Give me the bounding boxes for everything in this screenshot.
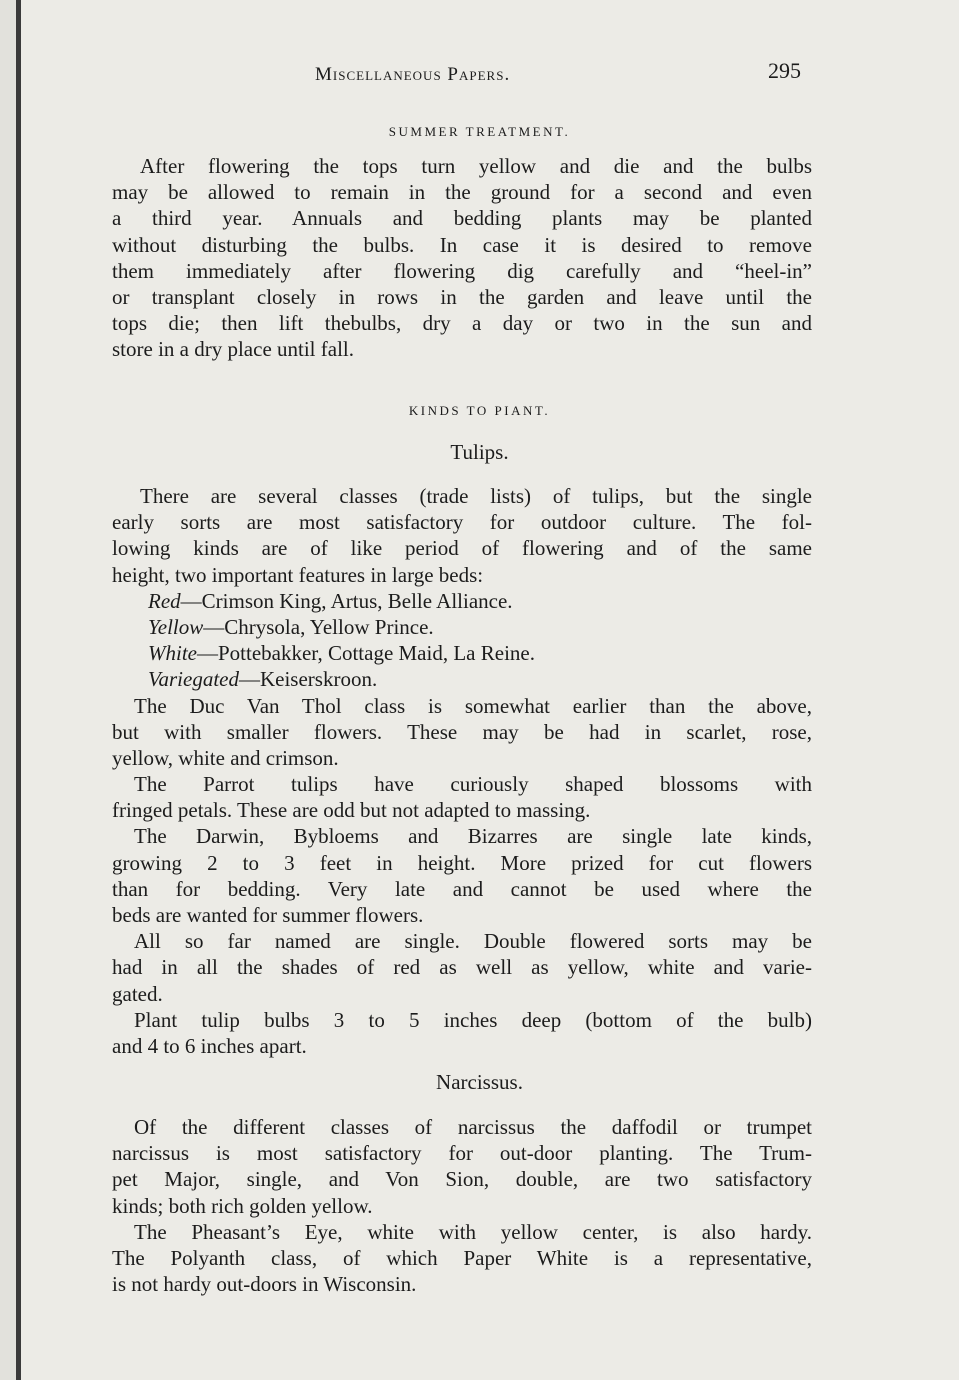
variety-names: —Crimson King, Artus, Belle Alliance.: [180, 588, 513, 613]
tulips-section: [112, 483, 812, 1059]
text-line: early sorts are most satisfactory for outdoor culture. The fol-: [112, 510, 812, 535]
text-line: had in all the shades of red as well as yellow, white and varie-: [112, 955, 812, 980]
section-heading-summer-treatment: SUMMER TREATMENT.: [388, 124, 571, 139]
text-line: The Polyanth class, of which Paper White is a representative,: [112, 1245, 812, 1270]
text-line: narcissus is most satisfactory for out-door planting. The Trum-: [112, 1141, 812, 1166]
text-line: beds are wanted for summer flowers.: [112, 903, 424, 927]
text-line: The Duc Van Thol class is somewhat earlier than the above,: [134, 693, 812, 718]
variety-line-yellow: [112, 614, 812, 640]
text-line: lowing kinds are of like period of flowering and of the same: [112, 536, 812, 561]
text-line: is not hardy out-doors in Wisconsin.: [112, 1272, 417, 1297]
text-line: a third year. Annuals and bedding plants may be planted: [112, 206, 812, 231]
text-line: pet Major, single, and Von Sion, double, are two satisfactory: [112, 1167, 812, 1192]
text-line: The Darwin, Bybloems and Bizarres are single late kinds,: [134, 824, 812, 849]
page-binding-edge: [16, 0, 21, 1380]
variety-line-red: [112, 588, 812, 614]
text-line: but with smaller flowers. These may be had in scarlet, rose,: [112, 719, 812, 744]
text-line: The Pheasant’s Eye, white with yellow center, is also hardy.: [134, 1219, 812, 1244]
text-line: Of the different classes of narcissus the daffodil or trumpet: [134, 1115, 812, 1139]
page-header: [315, 58, 805, 92]
text-line: height, two important features in large beds:: [112, 562, 484, 587]
text-line: yellow, white and crimson.: [112, 745, 339, 770]
text-line: may be allowed to remain in the ground for a second and even: [112, 180, 812, 205]
text-line: without disturbing the bulbs. In case it is desired to remove: [112, 232, 812, 257]
text-line: and 4 to 6 inches apart.: [112, 1033, 307, 1058]
text-line: Plant tulip bulbs 3 to 5 inches deep (bottom of the bulb): [134, 1007, 812, 1032]
page-number: 295: [768, 58, 801, 83]
text-line: fringed petals. These are odd but not adapted to massing.: [112, 798, 591, 823]
text-line: kinds; both rich golden yellow.: [112, 1193, 373, 1218]
narcissus-section: [112, 1114, 812, 1297]
text-line: gated.: [112, 981, 163, 1006]
text-line: The Parrot tulips have curiously shaped blossoms with: [134, 772, 812, 797]
running-head: Miscellaneous Papers.: [315, 64, 511, 85]
text-line: than for bedding. Very late and cannot be used where the: [112, 876, 812, 901]
text-line: tops die; then lift thebulbs, dry a day or two in the sun and: [112, 311, 812, 336]
variety-color: Variegated: [148, 667, 239, 692]
text-line: After flowering the tops turn yellow and die and the bulbs: [140, 154, 812, 178]
text-line: or transplant closely in rows in the garden and leave until the: [112, 284, 812, 309]
subheading-tulips: Tulips.: [450, 440, 509, 464]
section-heading-kinds-to-plant: KINDS TO PIANT.: [408, 403, 551, 418]
variety-names: —Pottebakker, Cottage Maid, La Reine.: [196, 641, 535, 666]
text-line: All so far named are single. Double flowered sorts may be: [134, 929, 812, 954]
summer-treatment-paragraph: [112, 153, 812, 363]
variety-line-variegated: [112, 666, 812, 692]
subheading-narcissus: Narcissus.: [436, 1070, 523, 1094]
text-line: There are several classes (trade lists) of tulips, but the single: [140, 484, 812, 508]
variety-names: —Chrysola, Yellow Prince.: [203, 614, 434, 639]
text-line: them immediately after flowering dig carefully and “heel-in”: [112, 258, 812, 283]
text-line: growing 2 to 3 feet in height. More prized for cut flowers: [112, 850, 812, 875]
variety-names: —Keiserskroon.: [238, 667, 378, 692]
variety-color: White: [148, 641, 197, 666]
page-edge-shadow: [0, 0, 16, 1380]
text-line: store in a dry place until fall.: [112, 337, 355, 362]
variety-color: Red: [148, 588, 181, 613]
variety-line-white: [112, 640, 812, 666]
variety-color: Yellow: [148, 614, 204, 639]
